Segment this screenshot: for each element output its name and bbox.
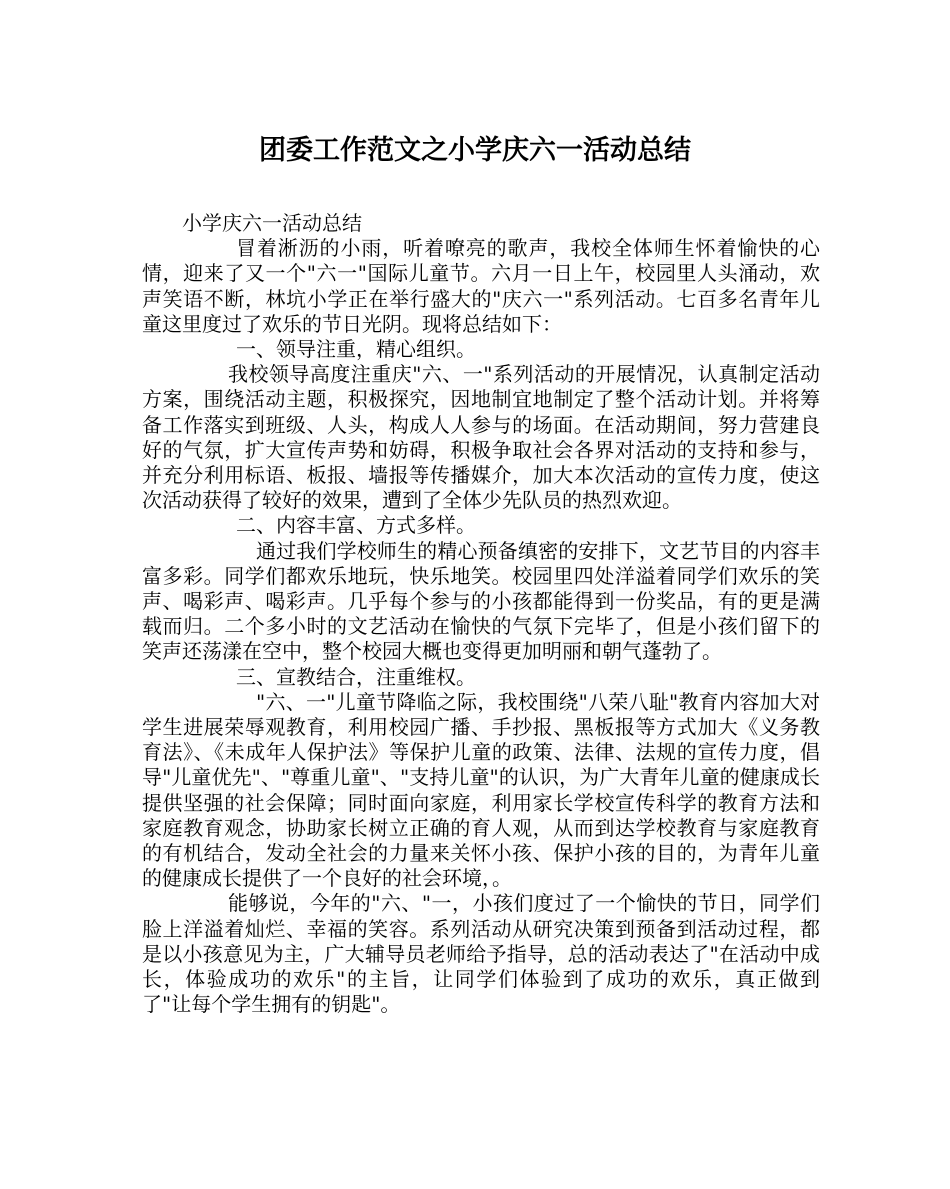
section-heading-1: 一、领导注重，精心组织。 (236, 337, 476, 362)
section-heading-3: 三、宣教结合，注重维权。 (236, 664, 476, 689)
closing-paragraph: 能够说，今年的"六、"一，小孩们度过了一个愉快的节日，同学们脸上洋溢着灿烂、幸福的笑容。系列活动从研究决策到预备到活动过程，都是以小孩意见为主，广大辅导员老师给予指导，总的活动表达了"在活动中成长，体验成功的欢乐"的主旨，让同学们体验到了成功的欢乐，真正做到了"让每个学生拥有的钥匙"。 (142, 891, 820, 1017)
intro-paragraph: 冒着淅沥的小雨，听着嘹亮的歌声，我校全体师生怀着愉快的心情，迎来了又一个"六一"国际儿童节。六月一日上午，校园里人头涌动，欢声笑语不断，林坑小学正在举行盛大的"庆六一"系列活动。七百多名青年儿童这里度过了欢乐的节日光阴。现将总结如下： (142, 236, 820, 336)
subtitle-paragraph: 小学庆六一活动总结 (182, 211, 362, 235)
section-paragraph-2: 通过我们学校师生的精心预备缜密的安排下，文艺节目的内容丰富多彩。同学们都欢乐地玩，快乐地笑。校园里四处洋溢着同学们欢乐的笑声、喝彩声、喝彩声。几乎每个参与的小孩都能得到一份奖品，有的更是满载而归。二个多小时的文艺活动在愉快的气氛下完毕了，但是小孩们留下的笑声还荡漾在空中，整个校园大概也变得更加明丽和朝气蓬勃了。 (142, 538, 820, 664)
section-heading-2: 二、内容丰富、方式多样。 (236, 513, 476, 538)
document-body (142, 211, 820, 1018)
document-title: 团委工作范文之小学庆六一活动总结 (259, 135, 691, 166)
section-paragraph-1: 我校领导高度注重庆"六、一"系列活动的开展情况，认真制定活动方案，围绕活动主题，积极探究，因地制宜地制定了整个活动计划。并将筹备工作落实到班级、人头，构成人人参与的场面。在活动期间，努力营建良好的气氛，扩大宣传声势和妨碍，积极争取社会各界对活动的支持和参与，并充分利用标语、板报、墙报等传播媒介，加大本次活动的宣传力度，使这次活动获得了较好的效果，遭到了全体少先队员的热烈欢迎。 (142, 362, 820, 513)
section-paragraph-3: "六、一"儿童节降临之际，我校围绕"八荣八耻"教育内容加大对学生进展荣辱观教育，利用校园广播、手抄报、黑板报等方式加大《义务教育法》、《未成年人保护法》等保护儿童的政策、法律、法规的宣传力度，倡导"儿童优先"、"尊重儿童"、"支持儿童"的认识，为广大青年儿童的健康成长提供坚强的社会保障；同时面向家庭，利用家长学校宣传科学的教育方法和家庭教育观念，协助家长树立正确的育人观，从而到达学校教育与家庭教育的有机结合，发动全社会的力量来关怀小孩、保护小孩的目的，为青年儿童的健康成长提供了一个良好的社会环境，。 (142, 689, 820, 891)
